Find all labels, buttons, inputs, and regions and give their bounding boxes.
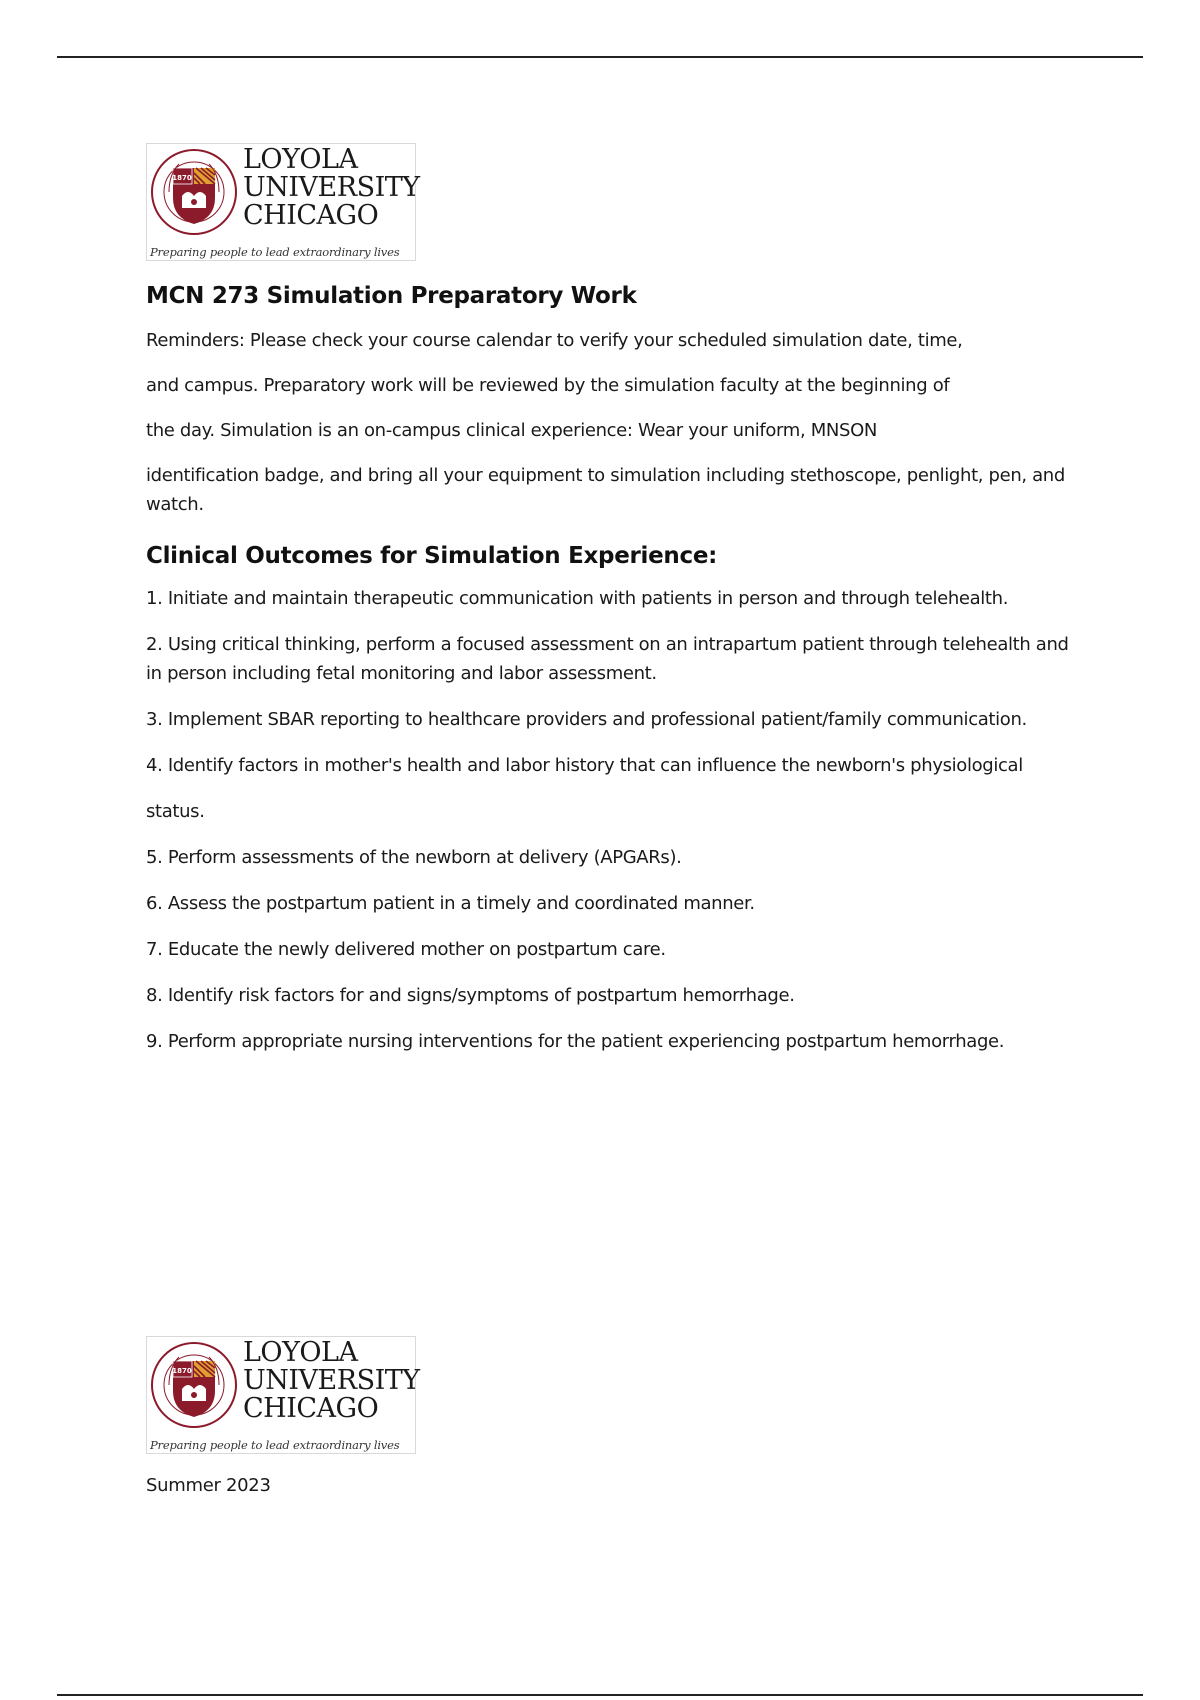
logo-tagline: Preparing people to lead extraordinary lives	[150, 1438, 400, 1452]
top-rule	[57, 56, 1143, 58]
university-logo	[146, 143, 420, 261]
reminders-paragraph	[146, 326, 1076, 519]
reminders-line: Reminders: Please check your course calendar to verify your scheduled simulation date, time,	[146, 330, 963, 351]
outcome-item: 9. Perform appropriate nursing interventions for the patient experiencing postpartum hemorrhage.	[146, 1031, 1005, 1052]
svg-text:1870: 1870	[172, 174, 192, 182]
reminders-line: identification badge, and bring all your equipment to simulation including stethoscope, penlight, pen, and watch.	[146, 465, 1065, 515]
outcomes-list	[146, 584, 1076, 1056]
document-body	[146, 143, 1076, 1073]
footer-date: Summer 2023	[146, 1475, 271, 1496]
outcome-item: 8. Identify risk factors for and signs/symptoms of postpartum hemorrhage.	[146, 985, 795, 1006]
reminders-line: and campus. Preparatory work will be reviewed by the simulation faculty at the beginning of	[146, 375, 950, 396]
logo-line-2: UNIVERSITY	[243, 1365, 420, 1396]
logo-line-1: LOYOLA	[243, 144, 358, 175]
logo-line-3: CHICAGO	[243, 1393, 379, 1424]
logo-wordmark	[243, 146, 420, 230]
outcomes-heading: Clinical Outcomes for Simulation Experience:	[146, 543, 718, 569]
outcome-item-continuation: status.	[146, 801, 205, 822]
outcome-item: 1. Initiate and maintain therapeutic communication with patients in person and through telehealth.	[146, 588, 1009, 609]
university-seal-icon	[149, 1339, 239, 1431]
reminders-line: the day. Simulation is an on-campus clinical experience: Wear your uniform, MNSON	[146, 420, 878, 441]
logo-line-2: UNIVERSITY	[243, 172, 420, 203]
outcome-item: 6. Assess the postpartum patient in a timely and coordinated manner.	[146, 893, 755, 914]
outcome-item: 5. Perform assessments of the newborn at delivery (APGARs).	[146, 847, 682, 868]
outcome-item: 4. Identify factors in mother's health and labor history that can influence the newborn's physiological	[146, 755, 1023, 776]
document-title: MCN 273 Simulation Preparatory Work	[146, 283, 637, 309]
svg-text:1870: 1870	[172, 1367, 192, 1375]
outcome-item: 2. Using critical thinking, perform a focused assessment on an intrapartum patient through telehealth and in person including fetal monitoring and labor assessment.	[146, 634, 1069, 684]
logo-wordmark	[243, 1339, 420, 1423]
logo-line-3: CHICAGO	[243, 200, 379, 231]
university-seal-icon	[149, 146, 239, 238]
logo-line-1: LOYOLA	[243, 1337, 358, 1368]
outcome-item: 7. Educate the newly delivered mother on postpartum care.	[146, 939, 666, 960]
outcome-item: 3. Implement SBAR reporting to healthcare providers and professional patient/family communication.	[146, 709, 1027, 730]
university-logo-footer	[146, 1336, 420, 1454]
logo-tagline: Preparing people to lead extraordinary lives	[150, 245, 400, 259]
bottom-rule	[57, 1694, 1143, 1696]
